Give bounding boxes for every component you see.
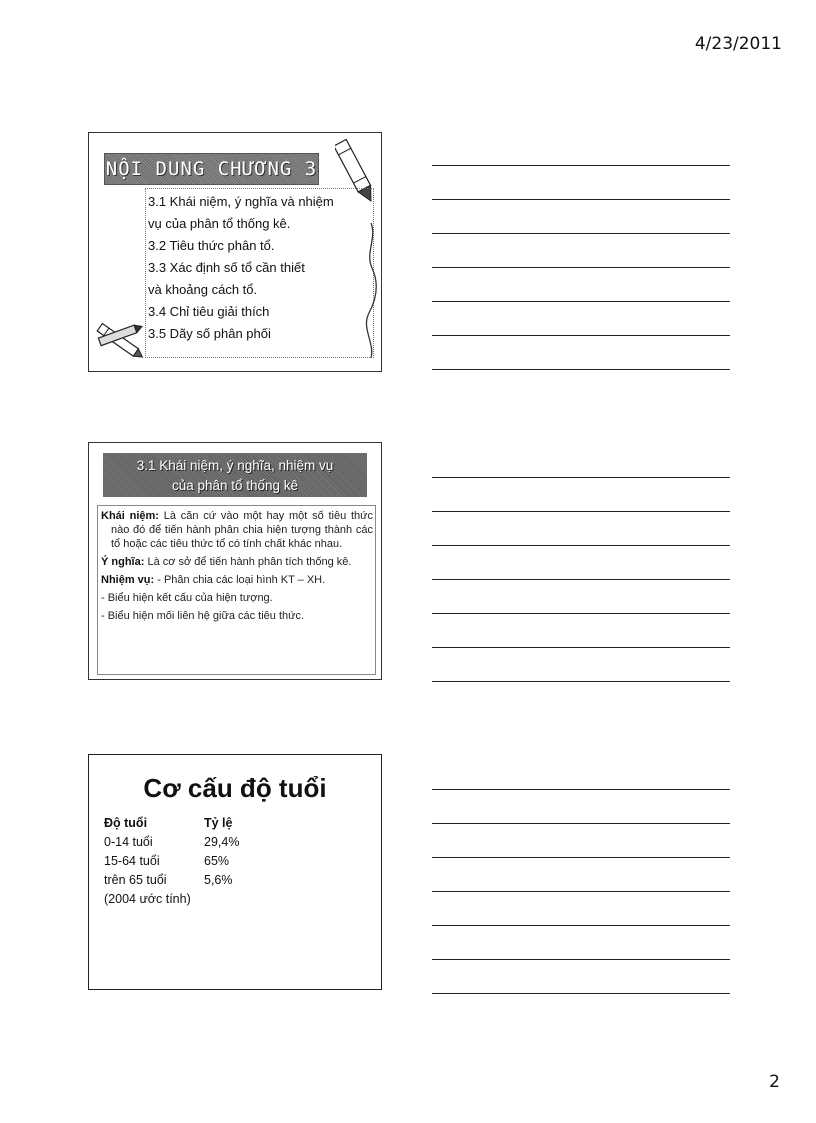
slide-3-thumbnail [88, 754, 382, 990]
task-text: - Phân chia các loại hình KT – XH. [154, 574, 326, 586]
note-line [432, 925, 730, 926]
note-line [432, 579, 730, 580]
page-number: 2 [769, 1072, 780, 1092]
task-paragraph [101, 573, 373, 587]
list-item: 3.5 Dãy số phân phối [148, 326, 271, 341]
concept-label: Khái niệm: [101, 510, 159, 522]
note-line [432, 199, 730, 200]
ratio-cell: 5,6% [204, 873, 233, 887]
task-label: Nhiệm vụ: [101, 574, 155, 586]
list-item: 3.1 Khái niệm, ý nghĩa và nhiệm [148, 194, 334, 209]
bullet-item: - Biểu hiện kết cấu của hiện tượng. [101, 592, 273, 604]
note-line [432, 993, 730, 994]
column-header-ratio: Tỷ lệ [204, 816, 233, 830]
ratio-cell: 65% [204, 854, 230, 868]
slide-2-thumbnail [88, 442, 382, 680]
pencils-icon [91, 319, 149, 365]
note-line [432, 369, 730, 370]
table-header-row [104, 816, 284, 835]
note-line [432, 233, 730, 234]
meaning-text: Là cơ sở để tiến hành phân tích thống kê. [144, 556, 352, 568]
note-line [432, 857, 730, 858]
meaning-paragraph [101, 555, 373, 569]
header-date: 4/23/2011 [694, 34, 782, 54]
note-line [432, 613, 730, 614]
age-cell: 15-64 tuổi [104, 854, 160, 868]
slide-2-title-line-1: 3.1 Khái niệm, ý nghĩa, nhiệm vụ [136, 458, 334, 473]
concept-paragraph [101, 509, 373, 551]
bullet-item: - Biểu hiện mối liên hệ giữa các tiêu thức. [101, 610, 305, 622]
slide-2-title [103, 453, 367, 497]
note-line [432, 959, 730, 960]
slide-1-thumbnail [88, 132, 382, 372]
age-cell: trên 65 tuổi [104, 873, 167, 887]
table-note-row [104, 892, 284, 911]
note-line [432, 681, 730, 682]
note-line [432, 477, 730, 478]
note-line [432, 511, 730, 512]
list-item: 3.2 Tiêu thức phân tổ. [148, 238, 275, 253]
column-header-age: Độ tuổi [104, 816, 148, 830]
note-line [432, 301, 730, 302]
note-line [432, 165, 730, 166]
note-line [432, 545, 730, 546]
ratio-cell: 29,4% [204, 835, 240, 849]
meaning-label: Ý nghĩa: [101, 556, 145, 568]
note-line [432, 335, 730, 336]
slide-1-contents-list [148, 191, 370, 345]
list-item: 3.3 Xác định số tổ cần thiết [148, 260, 305, 275]
list-item: 3.4 Chỉ tiêu giải thích [148, 304, 270, 319]
slide-2-body [101, 509, 373, 627]
age-structure-table [104, 816, 284, 911]
slide-1-title: NỘI DUNG CHƯƠNG 3 [104, 153, 319, 185]
concept-text: Là căn cứ vào một hay một số tiêu thức nào đó để tiến hành phân chia hiện tượng thành các tổ hoặc các tiêu thức tổ có tính chất khác nhau. [111, 510, 374, 550]
table-row [104, 835, 284, 854]
list-item: và khoảng cách tổ. [148, 282, 258, 297]
slide-3-title: Cơ cấu độ tuổi [143, 773, 327, 803]
note-line [432, 891, 730, 892]
slide-2-title-line-2: của phân tổ thống kê [171, 478, 299, 493]
note-line [432, 823, 730, 824]
estimate-note: (2004 ước tính) [104, 892, 191, 906]
note-line [432, 647, 730, 648]
list-item: vụ của phân tổ thống kê. [148, 216, 291, 231]
note-line [432, 267, 730, 268]
note-line [432, 789, 730, 790]
table-row [104, 873, 284, 892]
table-row [104, 854, 284, 873]
age-cell: 0-14 tuổi [104, 835, 153, 849]
